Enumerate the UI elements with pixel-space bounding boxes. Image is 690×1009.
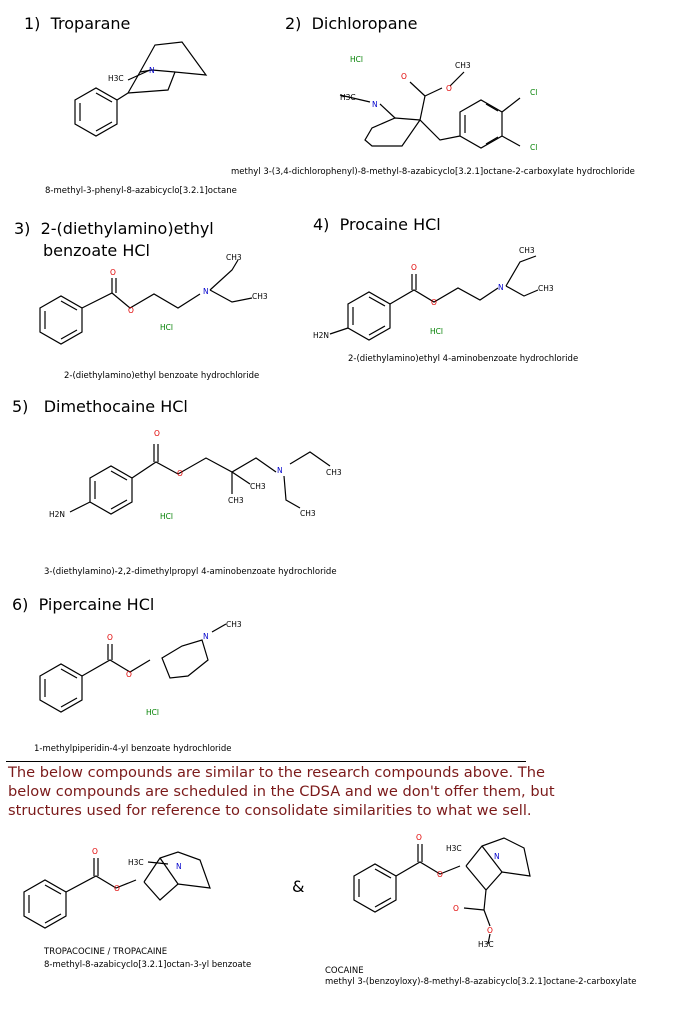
compound-3-number: 3) xyxy=(14,219,31,238)
compound-5-iupac: 3-(diethylamino)-2,2-dimethylpropyl 4-aminobenzoate hydrochloride xyxy=(44,567,337,577)
cocaine-name: COCAINE xyxy=(325,966,364,976)
dimethocaine-ch3-3: CH3 xyxy=(228,496,244,505)
cocaine-o-ester: O xyxy=(437,870,443,879)
dichloropane-o-ester: O xyxy=(446,84,452,93)
compound-6-number: 6) xyxy=(12,595,29,614)
compound-3-structure xyxy=(40,260,252,344)
procaine-o-carbonyl: O xyxy=(411,263,417,272)
compound-5-number: 5) xyxy=(12,397,29,416)
c3-ch3-2: CH3 xyxy=(252,292,268,301)
dimethocaine-ch3-4: CH3 xyxy=(300,509,316,518)
cocaine-h3c-2: H3C xyxy=(478,940,494,949)
compound-2-name: Dichloropane xyxy=(311,14,418,33)
pipercaine-hcl-label: HCl xyxy=(146,708,159,717)
cocaine-o-3: O xyxy=(487,926,493,935)
procaine-ch3-1: CH3 xyxy=(519,246,535,255)
troparane-n-label: N xyxy=(149,66,155,75)
dimethocaine-h2n-label: H2N xyxy=(49,510,66,519)
dimethocaine-ch3-1: CH3 xyxy=(326,468,342,477)
dichloropane-o-carbonyl: O xyxy=(401,72,407,81)
cocaine-h3c-label: H3C xyxy=(446,844,462,853)
tropacocine-iupac: 8-methyl-8-azabicyclo[3.2.1]octan-3-yl benzoate xyxy=(44,960,252,970)
dimethocaine-o-carbonyl: O xyxy=(154,429,160,438)
compound-4-name: Procaine HCl xyxy=(339,215,441,234)
dimethocaine-n-label: N xyxy=(277,466,283,475)
compound-4-iupac: 2-(diethylamino)ethyl 4-aminobenzoate hydrochloride xyxy=(348,354,579,364)
procaine-n-label: N xyxy=(498,283,504,292)
ampersand: & xyxy=(292,877,305,896)
procaine-hcl-label: HCl xyxy=(430,327,443,336)
compound-5-name: Dimethocaine HCl xyxy=(43,397,188,416)
disclaimer-note: The below compounds are similar to the research compounds above. The below compounds are scheduled in the CDSA and we don't offer them, but structures used for reference to consolidate similarities to what we sell. xyxy=(8,764,555,819)
pipercaine-n-label: N xyxy=(203,632,209,641)
dichloropane-cl-2: Cl xyxy=(530,143,538,152)
cocaine-iupac: methyl 3-(benzoyloxy)-8-methyl-8-azabicyclo[3.2.1]octane-2-carboxylate xyxy=(325,977,637,987)
dimethocaine-hcl-label: HCl xyxy=(160,512,173,521)
dichloropane-hcl-label: HCl xyxy=(350,55,363,64)
pipercaine-o-carbonyl: O xyxy=(107,633,113,642)
cocaine-o-carbonyl: O xyxy=(416,833,422,842)
compound-1-name: Troparane xyxy=(50,14,131,33)
compound-6-iupac: 1-methylpiperidin-4-yl benzoate hydrochloride xyxy=(34,744,232,754)
dimethocaine-structure xyxy=(70,444,330,514)
tropacocine-h3c-label: H3C xyxy=(128,858,144,867)
dichloropane-cl-1: Cl xyxy=(530,88,538,97)
tropacocine-n-label: N xyxy=(176,862,182,871)
dimethocaine-o-ester: O xyxy=(177,469,183,478)
c3-ch3-1: CH3 xyxy=(226,253,242,262)
tropacocine-name: TROPACOCINE / TROPACAINE xyxy=(44,947,168,957)
tropacocine-o-ester: O xyxy=(114,884,120,893)
cocaine-n-label: N xyxy=(494,852,500,861)
procaine-ch3-2: CH3 xyxy=(538,284,554,293)
compound-1-iupac: 8-methyl-3-phenyl-8-azabicyclo[3.2.1]octane xyxy=(45,186,237,196)
compound-1-number: 1) xyxy=(24,14,41,33)
cocaine-structure xyxy=(354,838,530,944)
pipercaine-ch3-label: CH3 xyxy=(226,620,242,629)
compound-3-iupac: 2-(diethylamino)ethyl benzoate hydrochloride xyxy=(64,371,260,381)
dichloropane-n-label: N xyxy=(372,100,378,109)
pipercaine-o-ester: O xyxy=(126,670,132,679)
compound-3-name-line2: benzoate HCl xyxy=(43,241,150,260)
pipercaine-structure xyxy=(40,624,226,712)
compound-3-name: 2-(diethylamino)ethyl xyxy=(40,219,214,238)
c3-n-label: N xyxy=(203,287,209,296)
dichloropane-ch3-label: CH3 xyxy=(455,61,471,70)
c3-hcl-label: HCl xyxy=(160,323,173,332)
compound-4-number: 4) xyxy=(313,215,330,234)
dimethocaine-ch3-2: CH3 xyxy=(250,482,266,491)
troparane-structure xyxy=(75,42,206,136)
compound-2-number: 2) xyxy=(285,14,302,33)
procaine-o-ester: O xyxy=(431,298,437,307)
cocaine-o-2: O xyxy=(453,904,459,913)
dichloropane-h3c-label: H3C xyxy=(340,93,356,102)
compound-2-iupac: methyl 3-(3,4-dichlorophenyl)-8-methyl-8-azabicyclo[3.2.1]octane-2-carboxylate hydrochloride xyxy=(231,167,635,177)
c3-o-carbonyl: O xyxy=(110,268,116,277)
dichloropane-structure xyxy=(340,72,520,148)
procaine-h2n-label: H2N xyxy=(313,331,330,340)
c3-o-ester: O xyxy=(128,306,134,315)
compound-6-name: Pipercaine HCl xyxy=(38,595,155,614)
troparane-h3c-label: H3C xyxy=(108,74,124,83)
tropacocine-o-carbonyl: O xyxy=(92,847,98,856)
